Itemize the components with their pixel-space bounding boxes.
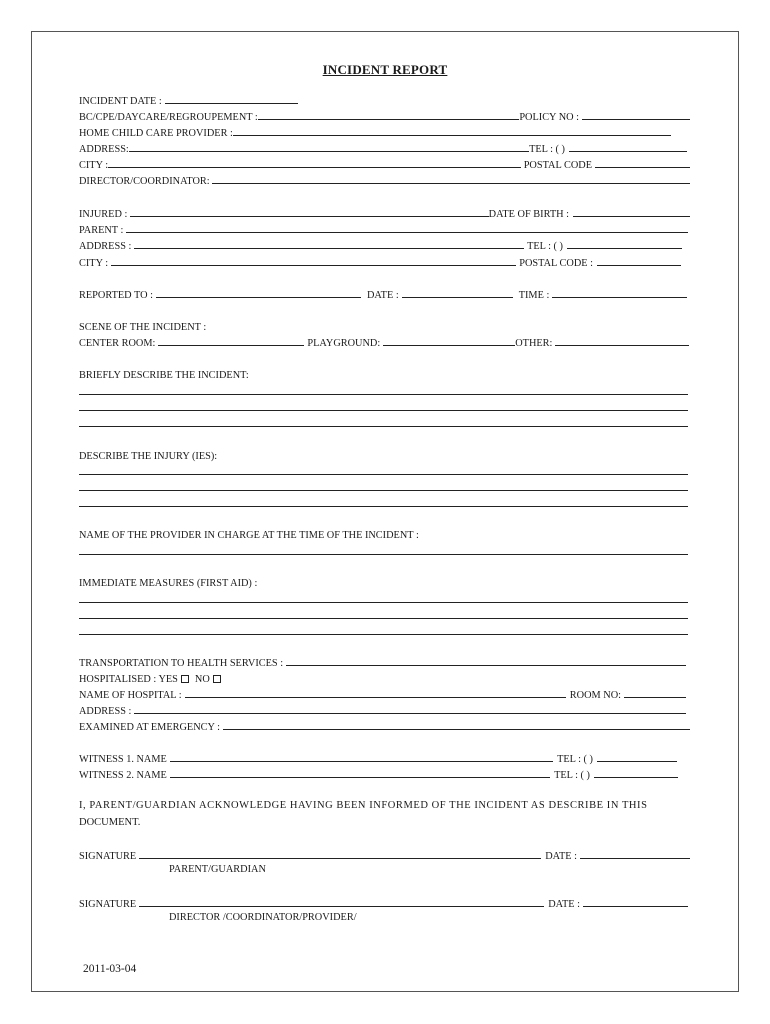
- postal-code2-label: POSTAL CODE :: [519, 258, 593, 269]
- scene-row: [79, 318, 690, 333]
- signature2-date-label: DATE :: [548, 899, 580, 910]
- parent-label: PARENT :: [79, 225, 124, 236]
- signature2-row: [79, 895, 688, 910]
- parent-field[interactable]: [126, 232, 688, 233]
- postal-code2-field[interactable]: [597, 265, 681, 266]
- signature1-date-field[interactable]: [580, 858, 690, 859]
- acknowledgement-text: [79, 797, 690, 831]
- injured-row: [79, 205, 690, 220]
- describe-injury-line-2[interactable]: [79, 490, 688, 491]
- playground-label: PLAYGROUND:: [307, 338, 381, 349]
- hospitalised-label: HOSPITALISED : YES: [79, 674, 178, 685]
- incident-date-row: [79, 92, 690, 107]
- reported-row: [79, 286, 687, 301]
- city2-field[interactable]: [111, 265, 516, 266]
- bc-cpe-field[interactable]: [258, 119, 520, 120]
- describe-incident-line-3[interactable]: [79, 426, 688, 427]
- address-label: ADDRESS:: [79, 144, 129, 155]
- transportation-row: [79, 654, 686, 669]
- address-field[interactable]: [129, 151, 529, 152]
- describe-injury-line-3[interactable]: [79, 506, 688, 507]
- form-version-date: 2011-03-04: [83, 963, 137, 975]
- time-label: TIME :: [518, 290, 550, 301]
- tel-field[interactable]: [569, 151, 687, 152]
- signature2-label: SIGNATURE: [79, 899, 137, 910]
- address2-label: ADDRESS :: [79, 241, 132, 252]
- address3-field[interactable]: [134, 713, 686, 714]
- director-field[interactable]: [212, 183, 690, 184]
- describe-injury-label: DESCRIBE THE INJURY (IES):: [79, 451, 218, 462]
- parent-guardian-caption: PARENT/GUARDIAN: [169, 864, 266, 875]
- hospital-name-field[interactable]: [185, 697, 566, 698]
- provider-in-charge-line[interactable]: [79, 554, 688, 555]
- parent-row: [79, 221, 688, 236]
- reported-to-label: REPORTED TO :: [79, 290, 153, 301]
- bc-cpe-row: [79, 108, 690, 123]
- immediate-measures-line-2[interactable]: [79, 618, 688, 619]
- tel2-label: TEL : ( ): [527, 241, 563, 252]
- center-room-field[interactable]: [158, 345, 304, 346]
- examined-label: EXAMINED AT EMERGENCY :: [79, 722, 221, 733]
- describe-injury-row: [79, 447, 690, 462]
- city-row: [79, 156, 690, 171]
- hospitalised-no-checkbox[interactable]: [213, 675, 221, 683]
- postal-code-field[interactable]: [595, 167, 690, 168]
- dob-field[interactable]: [573, 216, 690, 217]
- address3-label: ADDRESS :: [79, 706, 132, 717]
- describe-incident-row: [79, 366, 690, 381]
- witness1-row: [79, 750, 677, 765]
- signature1-label: SIGNATURE: [79, 851, 137, 862]
- signature1-row: [79, 847, 690, 862]
- witness1-label: WITNESS 1. NAME: [79, 754, 167, 765]
- describe-incident-line-1[interactable]: [79, 394, 688, 395]
- witness2-row: [79, 766, 678, 781]
- describe-injury-line-1[interactable]: [79, 474, 688, 475]
- address2-field[interactable]: [134, 248, 524, 249]
- city2-row: [79, 254, 681, 269]
- home-provider-row: [79, 124, 671, 139]
- examined-field[interactable]: [223, 729, 690, 730]
- home-provider-field[interactable]: [233, 135, 671, 136]
- scene-locations-row: [79, 334, 689, 349]
- describe-incident-label: BRIEFLY DESCRIBE THE INCIDENT:: [79, 370, 249, 381]
- witness1-field[interactable]: [170, 761, 553, 762]
- examined-row: [79, 718, 690, 733]
- reported-to-field[interactable]: [156, 297, 361, 298]
- injured-field[interactable]: [130, 216, 488, 217]
- witness1-tel-field[interactable]: [597, 761, 677, 762]
- hospitalised-no-label: NO: [194, 674, 210, 685]
- signature2-field[interactable]: [139, 906, 544, 907]
- witness2-label: WITNESS 2. NAME: [79, 770, 167, 781]
- witness2-tel-label: TEL : ( ): [554, 770, 590, 781]
- dob-label: DATE OF BIRTH :: [488, 209, 569, 220]
- other-field[interactable]: [555, 345, 689, 346]
- director-row: [79, 172, 690, 187]
- immediate-measures-line-1[interactable]: [79, 602, 688, 603]
- form-title: INCIDENT REPORT: [322, 62, 448, 77]
- incident-date-field[interactable]: [165, 103, 298, 104]
- date-label: DATE :: [366, 290, 399, 301]
- center-room-label: CENTER ROOM:: [79, 338, 156, 349]
- room-no-label: ROOM NO:: [569, 690, 621, 701]
- witness1-tel-label: TEL : ( ): [557, 754, 593, 765]
- transportation-label: TRANSPORTATION TO HEALTH SERVICES :: [79, 658, 284, 669]
- room-no-field[interactable]: [624, 697, 686, 698]
- immediate-measures-line-3[interactable]: [79, 634, 688, 635]
- policy-no-label: POLICY NO :: [519, 112, 579, 123]
- scene-label: SCENE OF THE INCIDENT :: [79, 322, 207, 333]
- hospital-name-label: NAME OF HOSPITAL :: [79, 690, 182, 701]
- signature1-field[interactable]: [139, 858, 541, 859]
- postal-code-label: POSTAL CODE: [523, 160, 592, 171]
- tel2-field[interactable]: [567, 248, 682, 249]
- signature1-date-label: DATE :: [545, 851, 577, 862]
- hospitalised-row: [79, 670, 690, 685]
- describe-incident-line-2[interactable]: [79, 410, 688, 411]
- director-label: DIRECTOR/COORDINATOR:: [79, 176, 210, 187]
- address3-row: [79, 702, 686, 717]
- injured-label: INJURED :: [79, 209, 128, 220]
- playground-field[interactable]: [383, 345, 515, 346]
- city-label: CITY :: [79, 160, 109, 171]
- provider-in-charge-label: NAME OF THE PROVIDER IN CHARGE AT THE TIME OF THE INCIDENT :: [79, 530, 419, 541]
- transportation-field[interactable]: [286, 665, 686, 666]
- tel-label: TEL : ( ): [529, 144, 565, 155]
- acknowledgement-line-2: DOCUMENT.: [79, 817, 141, 828]
- home-provider-label: HOME CHILD CARE PROVIDER :: [79, 128, 233, 139]
- hospital-name-row: [79, 686, 686, 701]
- policy-no-field[interactable]: [582, 119, 690, 120]
- hospitalised-yes-checkbox[interactable]: [181, 675, 189, 683]
- time-field[interactable]: [552, 297, 687, 298]
- incident-date-label: INCIDENT DATE :: [79, 96, 162, 107]
- address2-row: [79, 237, 682, 252]
- bc-cpe-label: BC/CPE/DAYCARE/REGROUPEMENT :: [79, 112, 258, 123]
- date-field[interactable]: [402, 297, 513, 298]
- other-label: OTHER:: [515, 338, 553, 349]
- signature2-date-field[interactable]: [583, 906, 688, 907]
- immediate-measures-row: [79, 574, 690, 589]
- city-field[interactable]: [108, 167, 521, 168]
- address-row: [79, 140, 687, 155]
- city2-label: CITY :: [79, 258, 109, 269]
- witness2-tel-field[interactable]: [594, 777, 678, 778]
- immediate-measures-label: IMMEDIATE MEASURES (FIRST AID) :: [79, 578, 258, 589]
- director-provider-caption: DIRECTOR /COORDINATOR/PROVIDER/: [169, 912, 357, 923]
- provider-in-charge-row: [79, 526, 690, 541]
- acknowledgement-line-1: I, PARENT/GUARDIAN ACKNOWLEDGE HAVING BEEN INFORMED OF THE INCIDENT AS DESCRIBE IN THIS: [79, 800, 648, 811]
- witness2-field[interactable]: [170, 777, 550, 778]
